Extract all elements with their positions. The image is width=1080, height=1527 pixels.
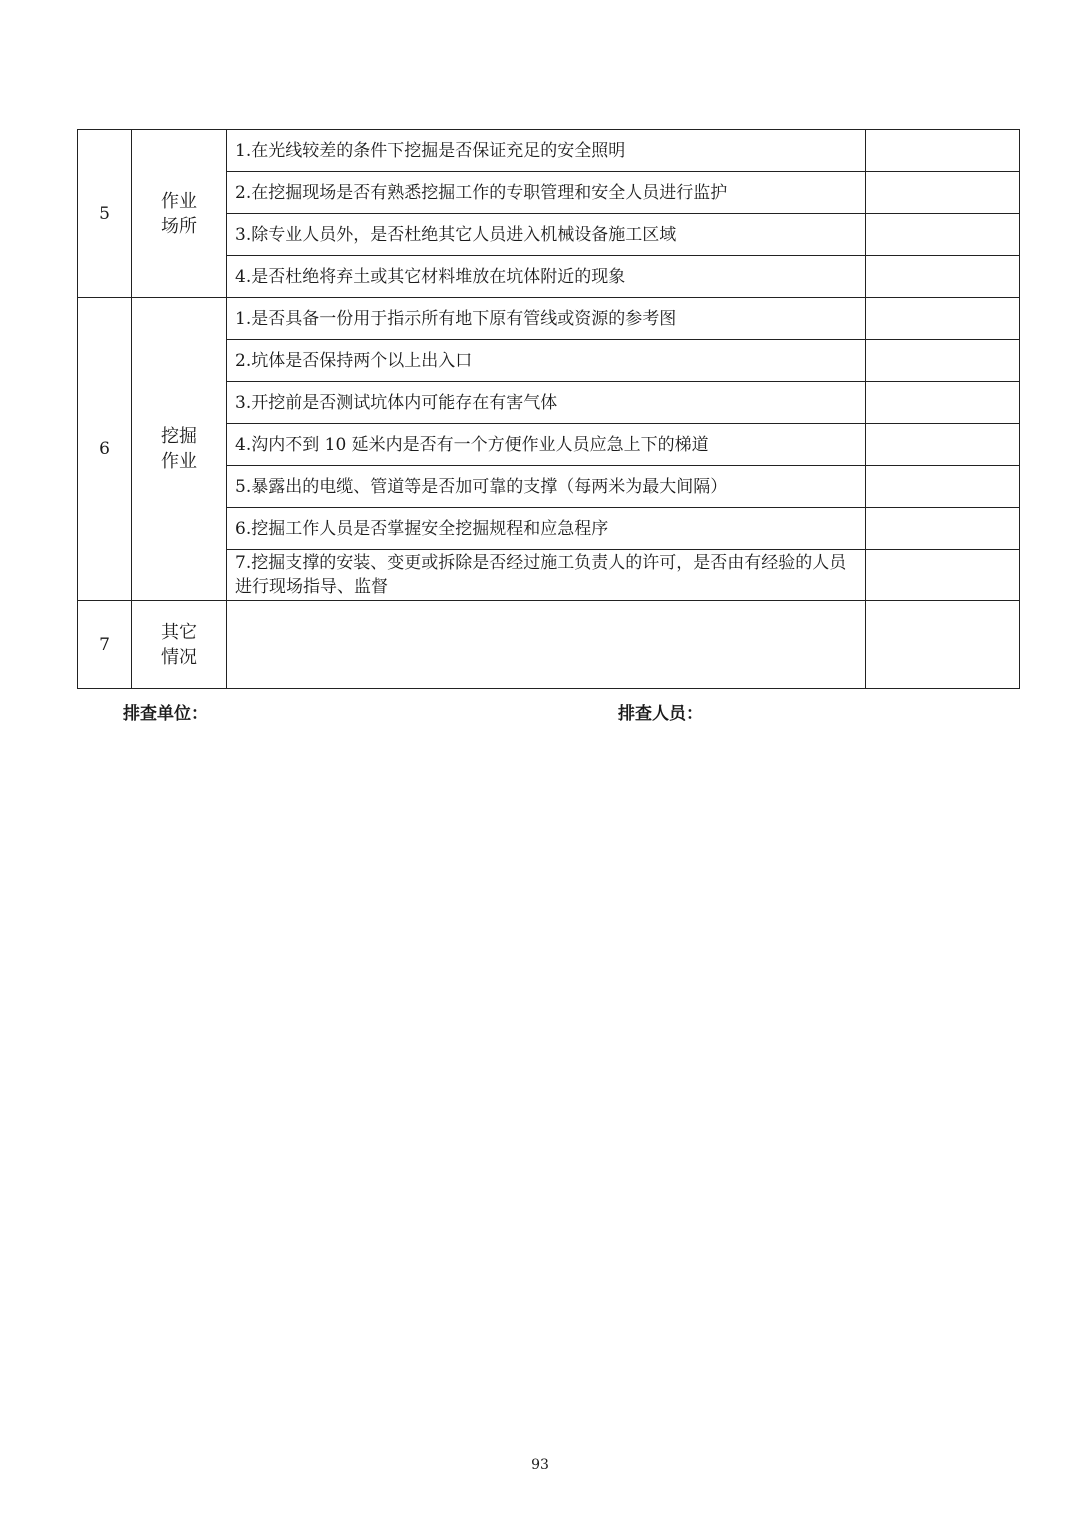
result-cell[interactable] [866, 601, 1020, 689]
check-item: 6.挖掘工作人员是否掌握安全挖掘规程和应急程序 [227, 508, 866, 550]
section-number: 7 [78, 601, 132, 689]
inspection-unit-label: 排查单位： [123, 704, 208, 724]
check-item: 3.除专业人员外，是否杜绝其它人员进入机械设备施工区域 [227, 214, 866, 256]
inspector-label: 排查人员： [618, 704, 703, 724]
check-item: 4.是否杜绝将弃土或其它材料堆放在坑体附近的现象 [227, 256, 866, 298]
check-item[interactable] [227, 601, 866, 689]
check-item: 5.暴露出的电缆、管道等是否加可靠的支撑（每两米为最大间隔） [227, 466, 866, 508]
result-cell[interactable] [866, 256, 1020, 298]
result-cell[interactable] [866, 172, 1020, 214]
result-cell[interactable] [866, 550, 1020, 601]
section-category-label: 挖掘作业 [161, 426, 197, 472]
table-row [78, 601, 1020, 689]
check-item: 1.是否具备一份用于指示所有地下原有管线或资源的参考图 [227, 298, 866, 340]
inspection-checklist-table [77, 129, 1020, 689]
check-item: 4.沟内不到 10 延米内是否有一个方便作业人员应急上下的梯道 [227, 424, 866, 466]
table-row [78, 130, 1020, 172]
result-cell[interactable] [866, 382, 1020, 424]
section-number: 6 [78, 298, 132, 601]
result-cell[interactable] [866, 214, 1020, 256]
result-cell[interactable] [866, 466, 1020, 508]
section-category [132, 601, 227, 689]
result-cell[interactable] [866, 130, 1020, 172]
check-item: 7.挖掘支撑的安装、变更或拆除是否经过施工负责人的许可，是否由有经验的人员进行现场指导、监督 [227, 550, 866, 601]
check-item: 1.在光线较差的条件下挖掘是否保证充足的安全照明 [227, 130, 866, 172]
check-item: 2.坑体是否保持两个以上出入口 [227, 340, 866, 382]
result-cell[interactable] [866, 508, 1020, 550]
check-item: 2.在挖掘现场是否有熟悉挖掘工作的专职管理和安全人员进行监护 [227, 172, 866, 214]
section-category-label: 作业场所 [161, 190, 197, 237]
section-category [132, 130, 227, 298]
result-cell[interactable] [866, 340, 1020, 382]
section-number: 5 [78, 130, 132, 298]
check-item: 3.开挖前是否测试坑体内可能存在有害气体 [227, 382, 866, 424]
result-cell[interactable] [866, 298, 1020, 340]
result-cell[interactable] [866, 424, 1020, 466]
table-row [78, 298, 1020, 340]
section-category-label: 其它情况 [161, 621, 197, 668]
page-number: 93 [531, 1457, 549, 1473]
section-category [132, 298, 227, 601]
